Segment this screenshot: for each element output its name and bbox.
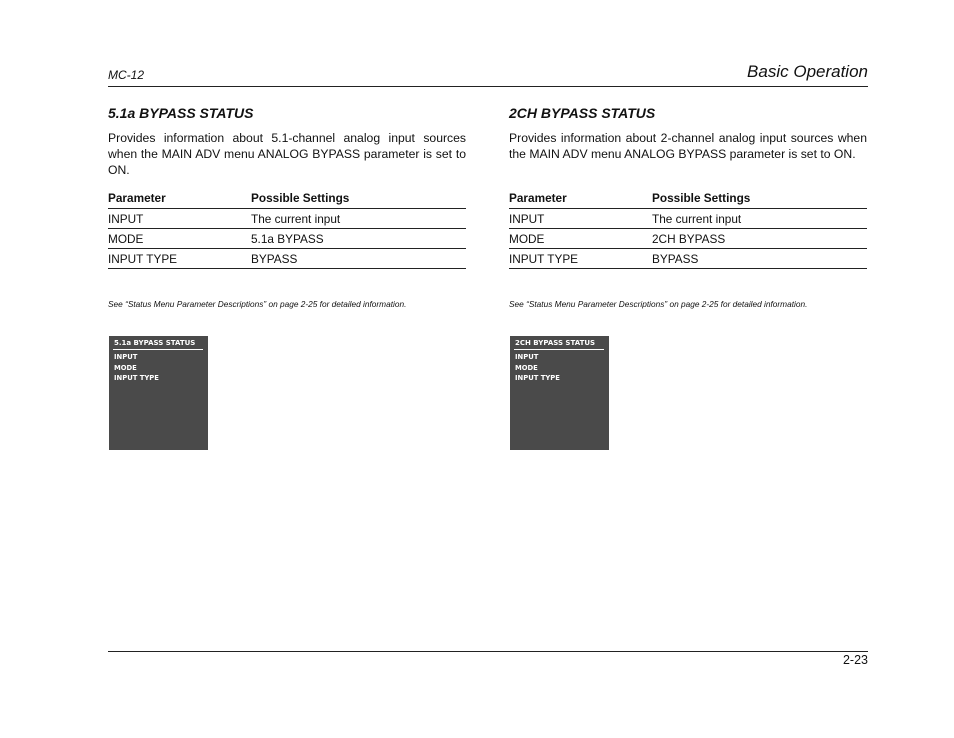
screen-item-list [515, 352, 560, 384]
parameter-cell: MODE [509, 229, 652, 249]
screen-item: MODE [515, 363, 538, 372]
menu-screen-illustration [109, 336, 208, 450]
setting-cell: 2CH BYPASS [652, 229, 867, 249]
parameter-cell: INPUT TYPE [509, 249, 652, 269]
screen-item: INPUT [515, 353, 539, 361]
parameter-cell: INPUT [509, 209, 652, 229]
section-description: Provides information about 2-channel analog input sources when the MAIN ADV menu ANALOG BYPASS parameter is set to ON. [509, 131, 867, 161]
table-header-row [108, 188, 466, 209]
screen-item-list [114, 352, 159, 384]
screen-item: MODE [114, 363, 137, 372]
section-2ch-bypass-status [509, 104, 867, 382]
screen-divider [514, 349, 604, 350]
parameter-cell: INPUT [108, 209, 251, 229]
setting-cell: The current input [652, 209, 867, 229]
menu-screen-illustration [510, 336, 609, 450]
column-header-parameter: Parameter [509, 188, 652, 209]
screen-divider [113, 349, 203, 350]
setting-cell: BYPASS [652, 249, 867, 269]
table-row [108, 249, 466, 269]
section-heading: 2CH BYPASS STATUS [509, 105, 656, 121]
parameter-cell: MODE [108, 229, 251, 249]
column-header-parameter: Parameter [108, 188, 251, 209]
column-header-settings: Possible Settings [652, 188, 867, 209]
table-header-row [509, 188, 867, 209]
screen-item: INPUT [114, 353, 138, 361]
table-row [509, 229, 867, 249]
section-heading: 5.1a BYPASS STATUS [108, 105, 254, 121]
setting-cell: The current input [251, 209, 466, 229]
page-footer [108, 651, 868, 667]
screen-item: INPUT TYPE [114, 374, 159, 382]
reference-note: See “Status Menu Parameter Descriptions” on page 2-25 for detailed information. [108, 299, 407, 309]
page-header [108, 62, 868, 87]
setting-cell: 5.1a BYPASS [251, 229, 466, 249]
column-header-settings: Possible Settings [251, 188, 466, 209]
section-description: Provides information about 5.1-channel analog input sources when the MAIN ADV menu ANALOG BYPASS parameter is set to ON. [108, 131, 466, 177]
setting-cell: BYPASS [251, 249, 466, 269]
table-row [108, 229, 466, 249]
section-5-1a-bypass-status [108, 104, 466, 382]
parameter-table [509, 188, 867, 269]
table-row [108, 209, 466, 229]
screen-title: 5.1a BYPASS STATUS [114, 339, 196, 347]
table-row [509, 209, 867, 229]
page-number: 2-23 [842, 653, 868, 667]
screen-title: 2CH BYPASS STATUS [515, 339, 596, 347]
document-id: MC-12 [108, 68, 145, 82]
reference-note: See “Status Menu Parameter Descriptions” on page 2-25 for detailed information. [509, 299, 808, 309]
parameter-cell: INPUT TYPE [108, 249, 251, 269]
screen-item: INPUT TYPE [515, 374, 560, 382]
parameter-table [108, 188, 466, 269]
section-title: Basic Operation [747, 62, 868, 81]
table-row [509, 249, 867, 269]
